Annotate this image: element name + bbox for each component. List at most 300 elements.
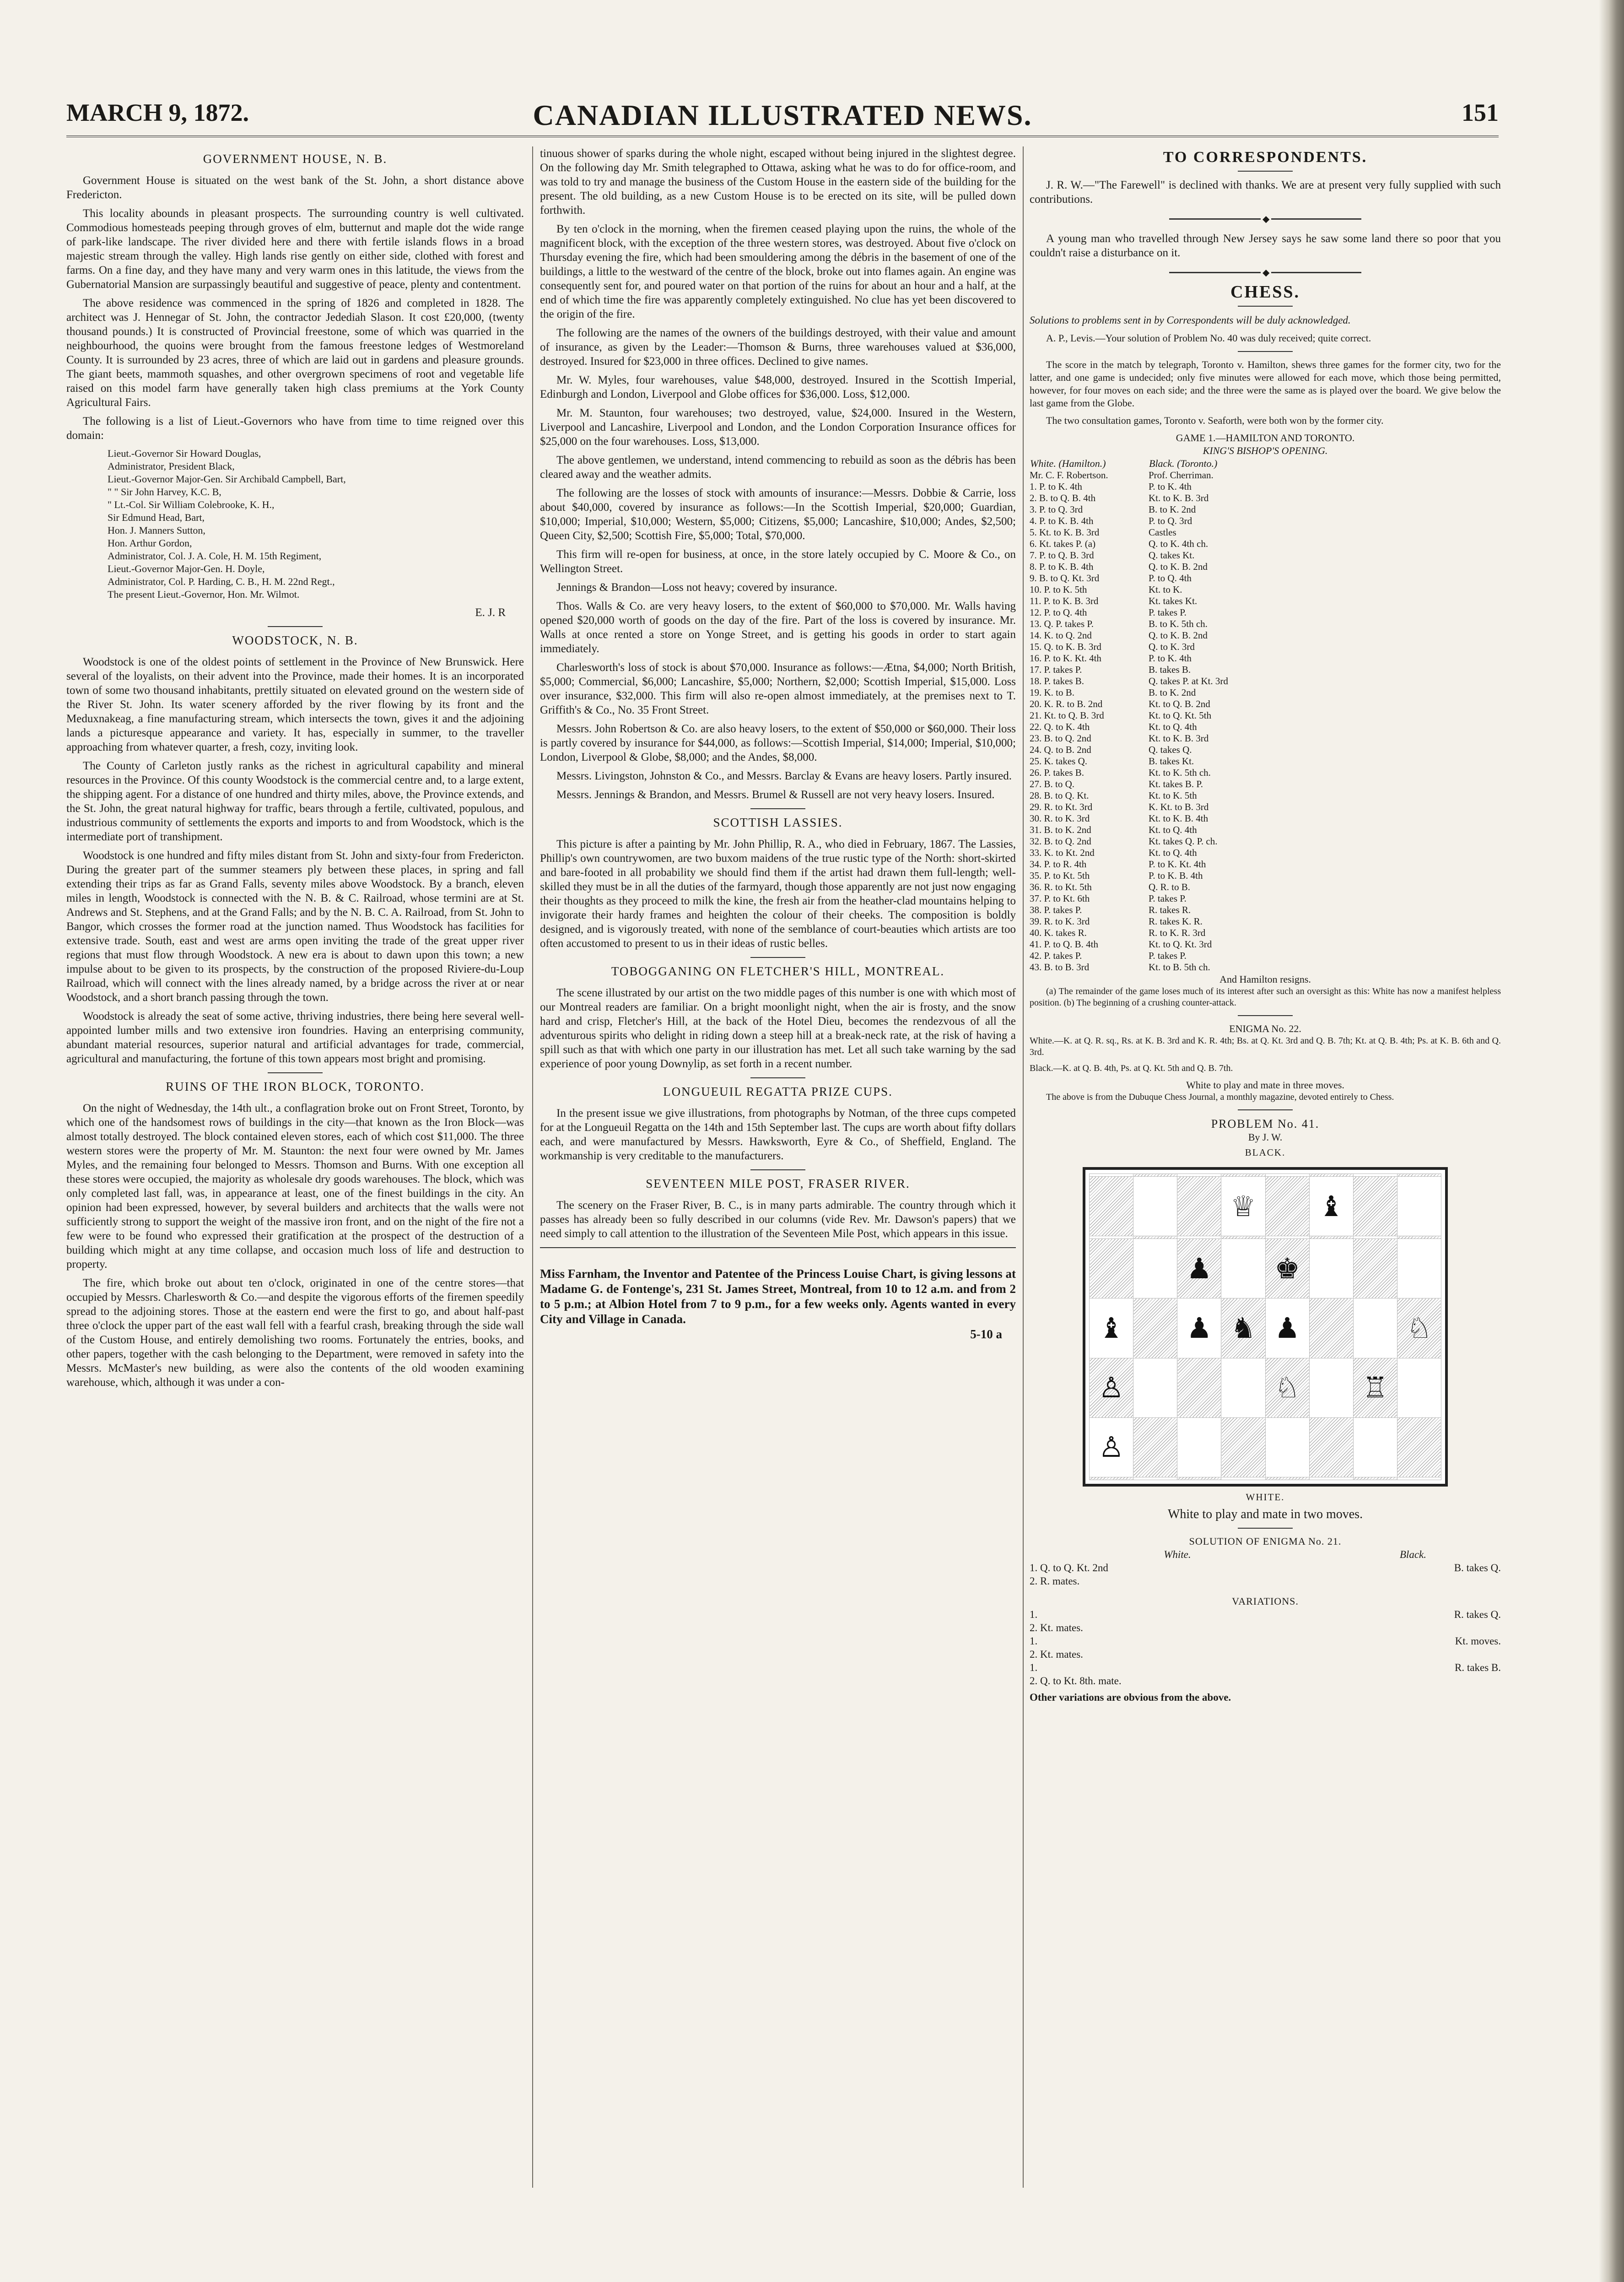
ornament-divider — [1169, 218, 1361, 220]
paragraph: Charlesworth's loss of stock is about $70,000. Insurance as follows:—Ætna, $4,000; North British, $5,000; Commercial, $6,000; Lancashire, $5,000; Northern, $2,000; Scottish Imperial, $15,000. Loss over insurance, $32,000. This firm will also re-open almost immediately, at the premises next to T. Griffith's & Co., No. 35 Front Street. — [540, 661, 1016, 716]
divider — [750, 1169, 805, 1170]
move-row — [1030, 859, 1501, 870]
black-player: Prof. Cherriman. — [1149, 470, 1214, 481]
board-square — [1353, 1417, 1397, 1477]
paragraph: Mr. W. Myles, four warehouses, value $48,000, destroyed. Insured in the Scottish Imperial, Edinburgh and London, Liverpool and Globe offices for $36,000. Loss, $12,000. — [540, 374, 1016, 400]
problem-title: PROBLEM No. 41. — [1211, 1117, 1320, 1130]
board-square — [1133, 1239, 1177, 1298]
black-move: Kt. to Q. 4th — [1149, 847, 1197, 858]
board-square — [1309, 1417, 1353, 1477]
white-move: 21. Kt. to Q. B. 3rd — [1030, 710, 1104, 721]
white-move: 22. Q. to K. 4th — [1030, 721, 1090, 732]
variation-reply — [1342, 1648, 1501, 1661]
paragraph: By ten o'clock in the morning, when the firemen ceased playing upon the ruins, the whole of the magnificent block, with the exception of the three western stores, was destroyed. About five o'clock on Thursday evening the fire, which had been smouldering among the débris in the basement of one of the buildings, a little to the westward of the centre of the block, broke out into flames again. An engine was consequently sent for, and poured water on that portion of the ruins for about an hour and a half, at the end of which time the fire was apparently completely extinguished. No clue has yet been discovered to the origin of the fire. — [540, 223, 1016, 320]
black-move: Q. takes P. at Kt. 3rd — [1149, 676, 1228, 687]
chess-board — [1083, 1167, 1448, 1487]
black-move: R. to K. R. 3rd — [1149, 927, 1206, 938]
move-row — [1030, 721, 1501, 733]
move-row — [1030, 676, 1501, 687]
black-move: P. to K. B. 4th — [1149, 870, 1203, 881]
white-move: 13. Q. P. takes P. — [1030, 618, 1094, 629]
chess-piece-icon: ♙ — [1090, 1358, 1133, 1417]
black-move: Castles — [1149, 527, 1176, 538]
move-row — [1030, 687, 1501, 698]
move-row — [1030, 653, 1501, 664]
black-move: Kt. takes B. P. — [1149, 779, 1203, 790]
paragraph: Thos. Walls & Co. are very heavy losers, to the extent of $60,000 to $70,000. Mr. Walls having opened $20,000 worth of goods on the day of the fire. Part of the loss is covered by insurance. Mr. Walls at once rented a store on Yonge Street, and is getting his goods in order to start again immediately. — [540, 600, 1016, 655]
paragraph: Woodstock is one of the oldest points of settlement in the Province of New Brunswick. Here several of the loyalists, on their advent into the Province, made their homes. It is an incorporated town of some two thousand inhabitants, prettily situated on elevated ground on the western side of the River St. John. Its water scenery afforded by the river flowing by its front and the Meduxnakeag, a fine manufacturing stream, which intersects the town, gives it and the adjoining lands a picturesque appearance and variety. It has, especially in summer, to the traveller approaching from whatever quarter, a fresh, cozy, inviting look. — [66, 656, 524, 753]
board-square — [1177, 1477, 1221, 1480]
chess-piece-icon: ♞ — [1221, 1298, 1265, 1358]
move-row — [1030, 950, 1501, 962]
chess-piece-icon: ♙ — [1090, 1417, 1133, 1477]
move-row — [1030, 550, 1501, 561]
white-move: 31. B. to K. 2nd — [1030, 824, 1091, 835]
move-row — [1030, 790, 1501, 801]
paragraph: The scene illustrated by our artist on the two middle pages of this number is one with which most of our Montreal readers are familiar. On a bright moonlight night, when the air is frosty, and the snow hard and crisp, Fletcher's Hill, at the back of the Hotel Dieu, becomes the rendezvous of all the adventurous spirits who delight in riding down a steep hill at a break-neck rate, at the risk of having a spill such as that with which one party in our illustration has met. Let all such take warning by the sad experience of poor young Downylip, as set forth in a recent number. — [540, 987, 1016, 1070]
move-row — [1030, 641, 1501, 653]
advertisement — [540, 1266, 1016, 1342]
paragraph: tinuous shower of sparks during the whole night, escaped without being injured in the slightest degree. On the following day Mr. Smith telegraphed to Ottawa, asking what he was to do for office-room, and was told to try and manage the business of the Custom House in the eastern side of the building for the present. The old building, as a new Custom House is to be erected on its site, will be pulled down forthwith. — [540, 147, 1016, 216]
paragraph: This locality abounds in pleasant prospects. The surrounding country is well cultivated. Commodious homesteads peeping through groves of elm, butternut and maple dot the wide range of park-like landscape. The river divided here and there with fertile islands flows in a broad majestic stream through the valley. High lands rise gently on either side, clothed with forest and farms. On a fine day, and they have many and very warm ones in this latitude, the views from the Gubernatorial Mansion are surpassingly beautiful and suggestive of peace, plenty and contentment. — [66, 207, 524, 291]
move-row — [1030, 939, 1501, 950]
board-rank — [1090, 1177, 1441, 1236]
move-row — [1030, 573, 1501, 584]
board-square — [1090, 1239, 1133, 1298]
black-move: R. takes R. — [1149, 904, 1191, 915]
paragraph: The following are the losses of stock with amounts of insurance:—Messrs. Dobbie & Carrie, loss about $40,000, covered by insurance as follows:—In the Scottish Imperial, $20,000; Guardian, $10,000; Imperial, $10,000; Western, $5,000; Citizens, $5,000; Lancashire, $10,000; Andes, $2,500; Queen City, $2,500; Scottish Fire, $5,000; Total, $70,000. — [540, 487, 1016, 542]
divider — [1238, 306, 1293, 307]
move-row — [1030, 893, 1501, 904]
white-move: 38. P. takes P. — [1030, 904, 1082, 915]
white-move: 25. K. takes Q. — [1030, 756, 1087, 767]
advertisement-text: Miss Farnham, the Inventor and Patentee of the Princess Louise Chart, is giving lessons at Madame G. de Fontenge's, 231 St. James Street, Montreal, from 10 to 12 a.m. and from 2 to 5 p.m.; at Albion Hotel from 7 to 9 p.m., for a few weeks only. Agents wanted in every City and Village in Canada. — [540, 1267, 1016, 1326]
list-item: Hon. J. Manners Sutton, — [108, 525, 205, 536]
enigma-source: The above is from the Dubuque Chess Journal, a monthly magazine, devoted entirely to Chess. — [1046, 1092, 1394, 1102]
board-rank — [1090, 1417, 1441, 1477]
black-move: Q. takes Kt. — [1149, 550, 1195, 561]
black-move: P. to Q. 3rd — [1149, 515, 1192, 526]
paragraph: Jennings & Brandon—Loss not heavy; covered by insurance. — [556, 581, 837, 594]
paragraph: Government House is situated on the west bank of the St. John, a short distance above Fredericton. — [66, 174, 524, 201]
paragraph: Woodstock is already the seat of some active, thriving industries, there being here several well-appointed lumber mills and two extensive iron foundries. Having an enterprising community, abundant material resources, superior natural and artificial advantages for trade, commercial, agricultural and manufacturing, the fortune of this town appears most bright and promising. — [66, 1010, 524, 1065]
chess-piece-icon: ♝ — [1090, 1298, 1133, 1358]
black-move: Kt. to K. 5th ch. — [1149, 767, 1211, 778]
board-square — [1133, 1477, 1177, 1480]
white-label: WHITE. — [1246, 1492, 1285, 1503]
white-header: White. (Hamilton.) — [1030, 458, 1106, 469]
white-move: 18. P. takes B. — [1030, 676, 1084, 687]
white-move: 28. B. to Q. Kt. — [1030, 790, 1089, 801]
black-move: Kt. to K. — [1149, 584, 1182, 595]
white-player: Mr. C. F. Robertson. — [1030, 470, 1108, 481]
paragraph: The County of Carleton justly ranks as the richest in agricultural capability and mineral resources in the Province. Of this county Woodstock is the commercial centre and, to a large extent, the shipping agent. For a distance of one hundred and thirty miles, above, the Province extends, and the St. John, the great natural highway for traffic, bears through a fertile, cultivated, populous, and industrious community of settlements the exports and imports to and from Woodstock, which is the intermediate port of transhipment. — [66, 760, 524, 843]
advertisement-code: 5-10 a — [970, 1327, 1002, 1341]
black-move: Kt. to Q. Kt. 3rd — [1149, 939, 1212, 950]
board-square — [1133, 1358, 1177, 1417]
paragraph: The score in the match by telegraph, Toronto v. Hamilton, shews three games for the former city, two for the latter, and one game is undecided; only five minutes were allowed for each move, which those being permitted, however, for four moves on each side; and the three were the same as is played over the board. We give below the last game from the Globe. — [1030, 359, 1501, 409]
move-row — [1030, 492, 1501, 504]
chess-piece-icon: ♘ — [1397, 1298, 1441, 1358]
white-move: 8. P. to K. B. 4th — [1030, 561, 1094, 572]
move-row — [1030, 527, 1501, 538]
white-move: 19. K. to B. — [1030, 687, 1075, 698]
board-square — [1353, 1298, 1397, 1358]
enigma-white: White.—K. at Q. R. sq., Rs. at K. B. 3rd and K. R. 4th; Bs. at Q. Kt. 3rd and Q. B. 7th; Kt. at Q. B. 4th; Ps. at K. B. 6th and Q. 3rd. — [1030, 1036, 1501, 1057]
column-divider — [532, 146, 533, 2188]
white-move: 24. Q. to B. 2nd — [1030, 744, 1091, 755]
list-item: Administrator, President Black, — [108, 460, 235, 472]
chess-piece-icon: ♟ — [1265, 1298, 1309, 1358]
divider — [1238, 351, 1293, 352]
variations-title: VARIATIONS. — [1232, 1595, 1299, 1607]
solution-move: 2. R. mates. — [1030, 1575, 1080, 1587]
move-row — [1030, 904, 1501, 916]
white-move: 36. R. to Kt. 5th — [1030, 881, 1092, 892]
enigma-black: Black.—K. at Q. B. 4th, Ps. at Q. Kt. 5th and Q. B. 7th. — [1030, 1063, 1233, 1073]
divider — [268, 1072, 323, 1073]
black-move: K. Kt. to B. 3rd — [1149, 801, 1209, 812]
variations-table — [1030, 1608, 1501, 1687]
variation-reply: R. takes Q. — [1454, 1609, 1501, 1620]
solution-title: SOLUTION OF ENIGMA No. 21. — [1189, 1536, 1342, 1547]
list-item: Sir Edmund Head, Bart, — [108, 512, 205, 523]
move-row — [1030, 710, 1501, 721]
white-move: 14. K. to Q. 2nd — [1030, 630, 1092, 641]
game-notes: (a) The remainder of the game loses much of its interest after such an oversight as this: White has now a manifest helpless position. (b) The beginning of a crushing counter-attack. — [1030, 986, 1501, 1008]
paragraph: A. P., Levis.—Your solution of Problem No. 40 was duly received; quite correct. — [1046, 332, 1371, 344]
black-label: BLACK. — [1245, 1147, 1286, 1158]
move-row — [1030, 962, 1501, 973]
move-row — [1030, 870, 1501, 881]
game-opening: KING'S BISHOP'S OPENING. — [1203, 445, 1328, 456]
board-square — [1133, 1177, 1177, 1236]
black-move: P. to Q. 4th — [1149, 573, 1192, 584]
black-move: Kt. to K. 5th — [1149, 790, 1197, 801]
paragraph: The following are the names of the owners of the buildings destroyed, with their value and amount of insurance, as given by the Leader:—Thomson & Burns, three warehouses valued at $36,000, destroyed. Insured for $23,000 in three offices. Declined to give names. — [540, 327, 1016, 368]
variation-move: 2. Kt. mates. — [1030, 1622, 1083, 1633]
board-square — [1265, 1177, 1309, 1236]
black-move: P. to K. 4th — [1149, 481, 1192, 492]
list-item: Lieut.-Governor Major-Gen. Sir Archibald Campbell, Bart, — [108, 473, 346, 485]
list-item: The present Lieut.-Governor, Hon. Mr. Wilmot. — [108, 589, 300, 600]
black-move: P. takes P. — [1149, 893, 1187, 904]
move-row — [1030, 607, 1501, 618]
board-square — [1309, 1477, 1353, 1480]
board-grid — [1089, 1173, 1441, 1480]
board-rank — [1090, 1239, 1441, 1298]
paragraph: Woodstock is one hundred and fifty miles distant from St. John and sixty-four from Fredericton. During the greater part of the summer steamers ply between these places, in spring and fall extending their trips as far as Grand Falls, seventy miles above Woodstock. By a branch, eleven miles in length, Woodstock is connected with the N. B. & C. Railroad, whose termini are at St. Andrews and St. Stephens, and at the Grand Falls; and by the N. B. C. A. Railroad, from St. John to Bangor, which crosses the former road at the junction named. Thus Woodstock has facilities for extensive trade. South, east and west are arms open inviting the trade of the great upper river regions that must flow through Woodstock. A new era is about to dawn upon this town; a new impulse about to be given to its prospects, by the construction of the proposed Riviere-du-Loup Railroad, which will connect with the lines already named, by a bridge across the river at or near Woodstock, and a short branch passing through the town. — [66, 849, 524, 1004]
move-row — [1030, 630, 1501, 641]
board-square — [1309, 1239, 1353, 1298]
enigma-title: ENIGMA No. 22. — [1229, 1023, 1301, 1034]
black-move: Kt. to B. 5th ch. — [1149, 962, 1210, 973]
paragraph: The above residence was commenced in the spring of 1826 and completed in 1828. The architect was J. Hennegar of St. John, the contractor Jedediah Slason. It cost £20,000, (twenty thousand pounds.) It is constructed of Provincial freestone, some of which was quarried in the neighbourhood, the quoins were brought from the famous freestone ledges of Westmoreland County. It is surrounded by 23 acres, three of which are laid out in gardens and pleasure grounds. The giant beets, mammoth squashes, and other overgrown specimens of root and vegetable life raised on this model farm have generally taken high class premiums at the York County Agricultural Fairs. — [66, 297, 524, 409]
black-move: P. to K. 4th — [1149, 653, 1192, 664]
column-divider — [1023, 146, 1024, 2188]
divider — [750, 957, 805, 958]
ornament-divider — [1169, 272, 1361, 273]
white-move: 1. P. to K. 4th — [1030, 481, 1082, 492]
solution-reply: B. takes Q. — [1454, 1562, 1501, 1574]
board-square — [1353, 1177, 1397, 1236]
column-2 — [540, 146, 1016, 2188]
white-move: 37. P. to Kt. 6th — [1030, 893, 1090, 904]
paragraph: On the night of Wednesday, the 14th ult., a conflagration broke out on Front Street, Toronto, by which one of the handsomest rows of buildings in the city—that known as the Iron Block—was almost totally destroyed. The block contained eleven stores, each of which cost $11,000. The three western stores were the property of Mr. M. Staunton: the next four were owned by Mr. James Myles, and the remaining four belonged to Messrs. Thomson and Burns. With one exception all these stores were occupied, the majority as wholesale dry goods warehouses. The block, which was only completed last fall, was, in appearance at least, one of the finest buildings in the city. An opinion had been expressed, however, by several builders and architects that the walls were not sufficiently strong to support the weight of the massive iron front, and on the night of the fire not a few were to be found who expressed their gratification at the prospect of the destruction of a building which might at any time collapse, and occasion much loss of life and destruction to property. — [66, 1102, 524, 1271]
white-move: 33. K. to Kt. 2nd — [1030, 847, 1095, 858]
column-1 — [66, 146, 524, 2188]
white-move: 27. B. to Q. — [1030, 779, 1075, 790]
black-move: Q. to K. B. 2nd — [1149, 630, 1208, 641]
white-move: 20. K. R. to B. 2nd — [1030, 698, 1103, 709]
paragraph: In the present issue we give illustrations, from photographs by Notman, of the three cups competed for at the Longueuil Regatta on the 14th and 15th September last. The cups are worth about fifty dollars each, and were manufactured by Messrs. Hawksworth, Eyre & Co., of Sheffield, England. The workmanship is very creditable to the manufacturers. — [540, 1107, 1016, 1162]
divider — [540, 1247, 1016, 1248]
move-row — [1030, 744, 1501, 756]
list-item: " " Sir John Harvey, K.C. B, — [108, 486, 221, 497]
variation-move: 1. — [1030, 1609, 1038, 1620]
board-rank — [1090, 1298, 1441, 1358]
black-move: Q. to K. 4th ch. — [1149, 538, 1209, 549]
move-row — [1030, 561, 1501, 573]
white-move: 10. P. to K. 5th — [1030, 584, 1087, 595]
list-item: " Lt.-Col. Sir William Colebrooke, K. H., — [108, 499, 275, 510]
paragraph: Messrs. Jennings & Brandon, and Messrs. Brumel & Russell are not very heavy losers. Insured. — [556, 789, 995, 801]
variation-reply — [1342, 1674, 1501, 1687]
move-row — [1030, 756, 1501, 767]
article-heading: GOVERNMENT HOUSE, N. B. — [203, 152, 388, 166]
move-row — [1030, 927, 1501, 939]
board-square — [1221, 1358, 1265, 1417]
list-item: Lieut.-Governor Major-Gen. H. Doyle, — [108, 563, 265, 574]
white-move: 40. K. takes R. — [1030, 927, 1087, 938]
move-row — [1030, 618, 1501, 630]
paragraph: Messrs. Livingston, Johnston & Co., and Messrs. Barclay & Evans are heavy losers. Partly insured. — [556, 770, 1012, 782]
solution-black-header: Black. — [1399, 1549, 1426, 1560]
chess-piece-icon: ♕ — [1221, 1177, 1265, 1236]
paragraph: This picture is after a painting by Mr. John Phillip, R. A., who died in February, 1867. The Lassies, Phillip's own countrywomen, are two buxom maidens of the true rustic type of the North: short-skirted and bare-footed in all probability we should find them if the artist had drawn them full-length; well-skilled they must be in all the duties of the farmyard, though those apparently are not just now engaging their thoughts as they proceed to milk the kine, the fresh air from the heather-clad mountains helping to invigorate their hardy frames and heighten the colour of their cheeks. The composition is boldly designed, and is vigorously treated, with none of the semblance of court-beauties which artists are too often accustomed to present to us in their ideas of rustic belles. — [540, 838, 1016, 950]
move-row — [1030, 698, 1501, 710]
paragraph: The fire, which broke out about ten o'clock, originated in one of the centre stores—that occupied by Messrs. Charlesworth & Co.—and despite the vigorous efforts of the firemen speedily spread to the adjoining stores. Those at the eastern end were the first to go, and about half-past three o'clock the upper part of the east wall fell with a fearful crash, breaking through the side wall of the Custom House, and entirely demolishing two rooms. Fortunately the entries, books, and other papers, together with the cash belonging to the Department, were removed in safety into the Messrs. McMaster's new building, as were also the contents of the old wooden examining warehouse, which, although it was under a con- — [66, 1277, 524, 1389]
move-row — [1030, 504, 1501, 515]
variation-reply — [1342, 1621, 1501, 1634]
white-move: 32. B. to Q. 2nd — [1030, 836, 1091, 847]
board-square — [1221, 1239, 1265, 1298]
solution-table — [1030, 1548, 1501, 1588]
article-heading: SEVENTEEN MILE POST, FRASER RIVER. — [646, 1177, 910, 1190]
board-square — [1090, 1177, 1133, 1236]
black-move: Q. R. to B. — [1149, 881, 1191, 892]
white-move: 11. P. to K. B. 3rd — [1030, 595, 1099, 606]
white-move: 29. R. to Kt. 3rd — [1030, 801, 1093, 812]
paragraph: The above gentlemen, we understand, intend commencing to rebuild as soon as the débris has been cleared away and the weather admits. — [540, 454, 1016, 481]
move-row — [1030, 801, 1501, 813]
move-row — [1030, 664, 1501, 676]
board-square — [1177, 1358, 1221, 1417]
paragraph: A young man who travelled through New Jersey says he saw some land there so poor that you couldn't raise a disturbance on it. — [1030, 233, 1501, 259]
list-item: Hon. Arthur Gordon, — [108, 537, 192, 549]
masthead-rule — [66, 135, 1499, 137]
white-move: 23. B. to Q. 2nd — [1030, 733, 1091, 744]
variation-move: 2. Q. to Kt. 8th. mate. — [1030, 1675, 1122, 1687]
move-row — [1030, 779, 1501, 790]
chess-piece-icon: ♖ — [1353, 1358, 1397, 1417]
black-move: P. takes P. — [1149, 950, 1187, 961]
move-row — [1030, 515, 1501, 527]
article-heading: RUINS OF THE IRON BLOCK, TORONTO. — [166, 1080, 425, 1093]
black-move: B. to K. 5th ch. — [1149, 618, 1208, 629]
white-move: 5. Kt. to K. B. 3rd — [1030, 527, 1100, 538]
board-square — [1177, 1177, 1221, 1236]
paragraph: The scenery on the Fraser River, B. C., is in many parts admirable. The country through which it passes has already been so fully described in our columns (vide Rev. Mr. Dawson's papers) that we need simply to call attention to the illustration of the Seventeen Mile Post, which appears in this issue. — [540, 1199, 1016, 1240]
issue-date: MARCH 9, 1872. — [66, 99, 249, 126]
governors-list — [66, 447, 524, 601]
variation-move: 2. Kt. mates. — [1030, 1649, 1083, 1660]
move-row — [1030, 733, 1501, 744]
paragraph: This firm will re-open for business, at once, in the store lately occupied by C. Moore & Co., on Wellington Street. — [540, 548, 1016, 575]
black-move: R. takes K. R. — [1149, 916, 1203, 927]
article-heading: TOBOGGANING ON FLETCHER'S HILL, MONTREAL. — [611, 964, 945, 978]
board-rank — [1090, 1358, 1441, 1417]
board-square — [1397, 1477, 1441, 1480]
chess-piece-icon: ♟ — [1177, 1239, 1221, 1298]
move-row — [1030, 847, 1501, 859]
black-move: B. to K. 2nd — [1149, 504, 1196, 515]
variation-reply: R. takes B. — [1455, 1662, 1501, 1673]
board-square — [1265, 1477, 1309, 1480]
black-move: B. to K. 2nd — [1149, 687, 1196, 698]
white-move: 15. Q. to K. B. 3rd — [1030, 641, 1101, 652]
board-square — [1265, 1417, 1309, 1477]
game-title: GAME 1.—HAMILTON AND TORONTO. — [1176, 432, 1355, 443]
white-move: 12. P. to Q. 4th — [1030, 607, 1087, 618]
white-move: 26. P. takes B. — [1030, 767, 1084, 778]
game-result: And Hamilton resigns. — [1219, 973, 1311, 985]
white-move: 43. B. to B. 3rd — [1030, 962, 1090, 973]
list-item: Lieut.-Governor Sir Howard Douglas, — [108, 448, 261, 459]
paragraph: Mr. M. Staunton, four warehouses; two destroyed, value, $24,000. Insured in the Western, Liverpool and Lancashire, Liverpool and London, and the London Corporation Insurance offices for $25,000 on the four warehouses. Loss, $13,000. — [540, 407, 1016, 448]
board-square — [1353, 1239, 1397, 1298]
page-binding-edge — [1599, 0, 1624, 2282]
moves-body — [1030, 481, 1501, 973]
white-move: 7. P. to Q. B. 3rd — [1030, 550, 1094, 561]
column-3 — [1030, 146, 1501, 2188]
white-move: 6. Kt. takes P. (a) — [1030, 538, 1096, 549]
divider — [1238, 1109, 1293, 1110]
paragraph: The following is a list of Lieut.-Governors who have from time to time reigned over this domain: — [66, 415, 524, 442]
divider — [1238, 1015, 1293, 1016]
board-square — [1397, 1417, 1441, 1477]
paragraph: Messrs. John Robertson & Co. are also heavy losers, to the extent of $50,000 or $60,000. Their loss is partly covered by insurance for $44,000, as follows:—Scottish Imperial, $14,000; Imperial, $10,000; London, Liverpool & Globe, $8,000; and the Andes, $8,000. — [540, 723, 1016, 763]
black-move: Kt. to Q. 4th — [1149, 824, 1197, 835]
black-move: Q. to K. 3rd — [1149, 641, 1195, 652]
black-move: P. takes P. — [1149, 607, 1187, 618]
black-move: Kt. to Q. 4th — [1149, 721, 1197, 732]
solution-white-header: White. — [1164, 1549, 1191, 1560]
section-heading: CHESS. — [1230, 282, 1300, 302]
list-item: Administrator, Col. P. Harding, C. B., H. M. 22nd Regt., — [108, 576, 335, 587]
board-rank — [1090, 1477, 1441, 1480]
chess-piece-icon: ♚ — [1265, 1239, 1309, 1298]
black-move: Kt. takes Kt. — [1149, 595, 1198, 606]
chess-note: Solutions to problems sent in by Correspondents will be duly acknowledged. — [1030, 314, 1351, 326]
article-heading: LONGUEUIL REGATTA PRIZE CUPS. — [663, 1085, 893, 1098]
board-square — [1397, 1358, 1441, 1417]
list-item: Administrator, Col. J. A. Cole, H. M. 15th Regiment, — [108, 550, 322, 562]
black-move: Q. to K. B. 2nd — [1149, 561, 1208, 572]
black-move: Kt. takes Q. P. ch. — [1149, 836, 1218, 847]
problem-author: By J. W. — [1248, 1131, 1283, 1143]
board-square — [1397, 1177, 1441, 1236]
move-row — [1030, 481, 1501, 492]
white-move: 9. B. to Q. Kt. 3rd — [1030, 573, 1100, 584]
solution-reply — [1325, 1574, 1501, 1588]
divider — [1238, 171, 1293, 172]
masthead — [66, 98, 1499, 133]
problem-task: White to play and mate in two moves. — [1167, 1507, 1363, 1521]
divider — [1238, 1528, 1293, 1529]
move-row — [1030, 595, 1501, 607]
board-square — [1133, 1417, 1177, 1477]
variation-move: 1. — [1030, 1662, 1038, 1673]
board-square — [1353, 1477, 1397, 1480]
move-row — [1030, 824, 1501, 836]
chess-piece-icon: ♝ — [1309, 1177, 1353, 1236]
newspaper-title: CANADIAN ILLUSTRATED NEWS. — [533, 99, 1032, 131]
board-square — [1221, 1417, 1265, 1477]
white-move: 2. B. to Q. B. 4th — [1030, 492, 1096, 503]
divider — [750, 1077, 805, 1078]
enigma-task: White to play and mate in three moves. — [1186, 1079, 1344, 1091]
white-move: 34. P. to R. 4th — [1030, 859, 1087, 870]
move-row — [1030, 916, 1501, 927]
move-row — [1030, 538, 1501, 550]
article-heading: WOODSTOCK, N. B. — [232, 633, 358, 647]
black-move: Kt. to K. B. 3rd — [1149, 492, 1209, 503]
game-moves-table — [1030, 457, 1501, 973]
variations-note: Other variations are obvious from the above. — [1030, 1692, 1231, 1703]
black-move: Q. takes Q. — [1149, 744, 1192, 755]
white-move: 35. P. to Kt. 5th — [1030, 870, 1090, 881]
black-move: Kt. to Q. Kt. 5th — [1149, 710, 1212, 721]
move-row — [1030, 584, 1501, 595]
board-square — [1221, 1477, 1265, 1480]
black-move: Kt. to Q. B. 2nd — [1149, 698, 1210, 709]
board-square — [1177, 1417, 1221, 1477]
black-move: P. to K. Kt. 4th — [1149, 859, 1206, 870]
paragraph: The two consultation games, Toronto v. Seaforth, were both won by the former city. — [1046, 415, 1384, 426]
divider — [750, 808, 805, 809]
paragraph: J. R. W.—"The Farewell" is declined with thanks. We are at present very fully supplied with such contributions. — [1030, 179, 1501, 205]
black-move: B. takes Kt. — [1149, 756, 1194, 767]
white-move: 16. P. to K. Kt. 4th — [1030, 653, 1101, 664]
variation-move: 1. — [1030, 1635, 1038, 1647]
variation-reply: Kt. moves. — [1455, 1635, 1501, 1647]
article-heading: SCOTTISH LASSIES. — [713, 816, 843, 829]
author-signature: E. J. R — [475, 606, 506, 619]
black-move: Kt. to K. B. 4th — [1149, 813, 1209, 824]
move-row — [1030, 836, 1501, 847]
white-move: 30. R. to K. 3rd — [1030, 813, 1090, 824]
chess-piece-icon: ♘ — [1265, 1358, 1309, 1417]
board-square — [1397, 1239, 1441, 1298]
section-heading: TO CORRESPONDENTS. — [1163, 149, 1368, 166]
divider — [268, 626, 323, 627]
white-move: 42. P. takes P. — [1030, 950, 1082, 961]
white-move: 3. P. to Q. 3rd — [1030, 504, 1083, 515]
board-square — [1090, 1477, 1133, 1480]
board-square — [1309, 1298, 1353, 1358]
black-header: Black. (Toronto.) — [1149, 458, 1218, 469]
